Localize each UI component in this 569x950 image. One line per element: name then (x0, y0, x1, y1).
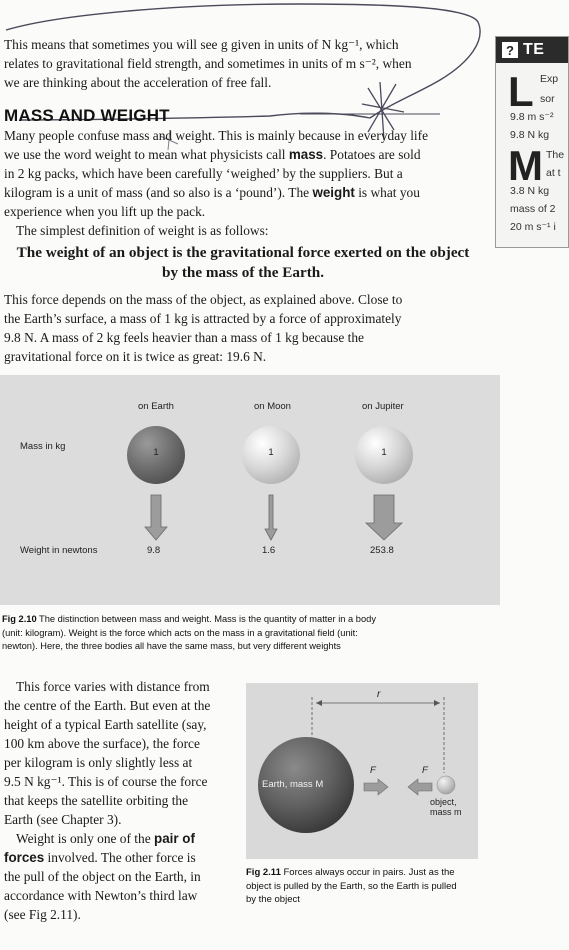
force-label-right: F (422, 765, 428, 776)
intro-line-3: we are thinking about the acceleration of free fall. (4, 75, 272, 90)
moon-weight-arrow (265, 495, 277, 540)
force-on-object-arrow (408, 779, 432, 795)
test-yourself-box (495, 36, 569, 248)
jupiter-mass-value: 1 (381, 447, 387, 458)
body1-line-4: kilogram is a unit of mass (and so also is a ‘pound’). The weight is what you (4, 185, 420, 200)
earth-mass-value: 1 (153, 447, 159, 458)
body2-line-3: 9.8 N. A mass of 2 kg feels heavier than a mass of 1 kg because the (4, 330, 364, 345)
weight-arrows (0, 375, 500, 605)
figure-2-10 (0, 375, 500, 605)
forces-diagram (246, 683, 478, 859)
force-on-earth-arrow (364, 779, 388, 795)
question-mark-icon: ? (502, 42, 518, 58)
body3-line-8: Earth (see Chapter 3). (4, 812, 122, 827)
side-line: The (546, 149, 565, 161)
object-sphere (437, 776, 455, 794)
body3-line-12: accordance with Newton’s third law (4, 888, 198, 903)
weight-definition: The weight of an object is the gravitational force exerted on the object by the mass of the Earth. (16, 244, 470, 281)
body1-line-5: experience when you lift up the pack. (4, 204, 206, 219)
body-label-earth: on Earth (138, 401, 174, 412)
body3-line-3: height of a typical Earth satellite (say, (4, 717, 207, 732)
body3-line-1: This force varies with distance from (16, 679, 210, 694)
body1-line-3: in 2 kg packs, which have been carefully ‘weighed’ by the suppliers. But a (4, 166, 403, 181)
body1-line-6: The simplest definition of weight is as follows: (16, 223, 269, 238)
body3-line-2: the centre of the Earth. But even at the (4, 698, 211, 713)
section-heading: MASS AND WEIGHT (4, 106, 170, 125)
side-line: 9.8 m s⁻² (510, 111, 554, 123)
body3-line-13: (see Fig 2.11). (4, 907, 81, 922)
body-label-moon: on Moon (254, 401, 291, 412)
body3-line-9: Weight is only one of the pair of (16, 831, 195, 846)
side-line: 9.8 N kg (510, 129, 550, 141)
body-label-jupiter: on Jupiter (362, 401, 404, 412)
body3-line-5: per kilogram is only slightly less at (4, 755, 193, 770)
jupiter-weight-arrow (366, 495, 402, 540)
intro-line-2: relates to gravitational field strength, and sometimes in units of m s⁻², when (4, 56, 412, 71)
fig-2-11-caption: Fig 2.11 Forces always occur in pairs. Just as the object is pulled by the Earth, so the Earth is pulled by the object (246, 867, 457, 905)
side-line: sor (540, 93, 555, 105)
side-line: 20 m s⁻¹ i (510, 221, 556, 233)
object-label: object, mass m (430, 797, 462, 817)
question-letter-m: M (508, 142, 543, 189)
distance-label: r (377, 689, 381, 700)
moon-mass-value: 1 (268, 447, 274, 458)
body2-line-1: This force depends on the mass of the object, as explained above. Close to (4, 292, 403, 307)
body3-line-11: the pull of the object on the Earth, in (4, 869, 201, 884)
mass-row-label: Mass in kg (20, 441, 66, 452)
earth-weight-arrow (145, 495, 167, 540)
test-box-title: TE (523, 41, 545, 58)
earth-weight-value: 9.8 (147, 545, 161, 556)
jupiter-weight-value: 253.8 (370, 545, 394, 556)
body3-line-10: forces involved. The other force is (4, 850, 196, 865)
weight-row-label: Weight in newtons (20, 545, 98, 556)
body3-line-7: that keeps the satellite orbiting the (4, 793, 189, 808)
side-line: mass of 2 (510, 203, 556, 215)
earth-label: Earth, mass M (262, 779, 324, 790)
side-line: at t (546, 167, 561, 179)
body1-line-2: we use the word weight to mean what physicists call mass. Potatoes are sold (4, 147, 421, 162)
body3-line-6: 9.5 N kg⁻¹. This is of course the force (4, 774, 208, 789)
test-box-header (496, 37, 568, 63)
question-letter-l: L (508, 68, 534, 115)
intro-line-1: This means that sometimes you will see g given in units of N kg⁻¹, which (4, 37, 399, 52)
fig-2-10-caption: Fig 2.10 The distinction between mass and weight. Mass is the quantity of matter in a body (unit: kilogram). Weight is the force which acts on the mass in a gravitational field (unit: newton). Here, the three bodies all have the same mass, but very different weights (2, 614, 376, 651)
body2-line-4: gravitational force on it is twice as great: 19.6 N. (4, 349, 267, 364)
body1-line-1: Many people confuse mass and weight. This is mainly because in everyday life (4, 128, 429, 143)
figure-2-11 (246, 683, 478, 859)
side-line: Exp (540, 73, 559, 85)
body2-line-2: the Earth’s surface, a mass of 1 kg is attracted by a force of approximately (4, 311, 402, 326)
body3-line-4: 100 km above the surface), the force (4, 736, 200, 751)
force-label-left: F (370, 765, 376, 776)
moon-weight-value: 1.6 (262, 545, 276, 556)
side-line: 3.8 N kg (510, 185, 550, 197)
